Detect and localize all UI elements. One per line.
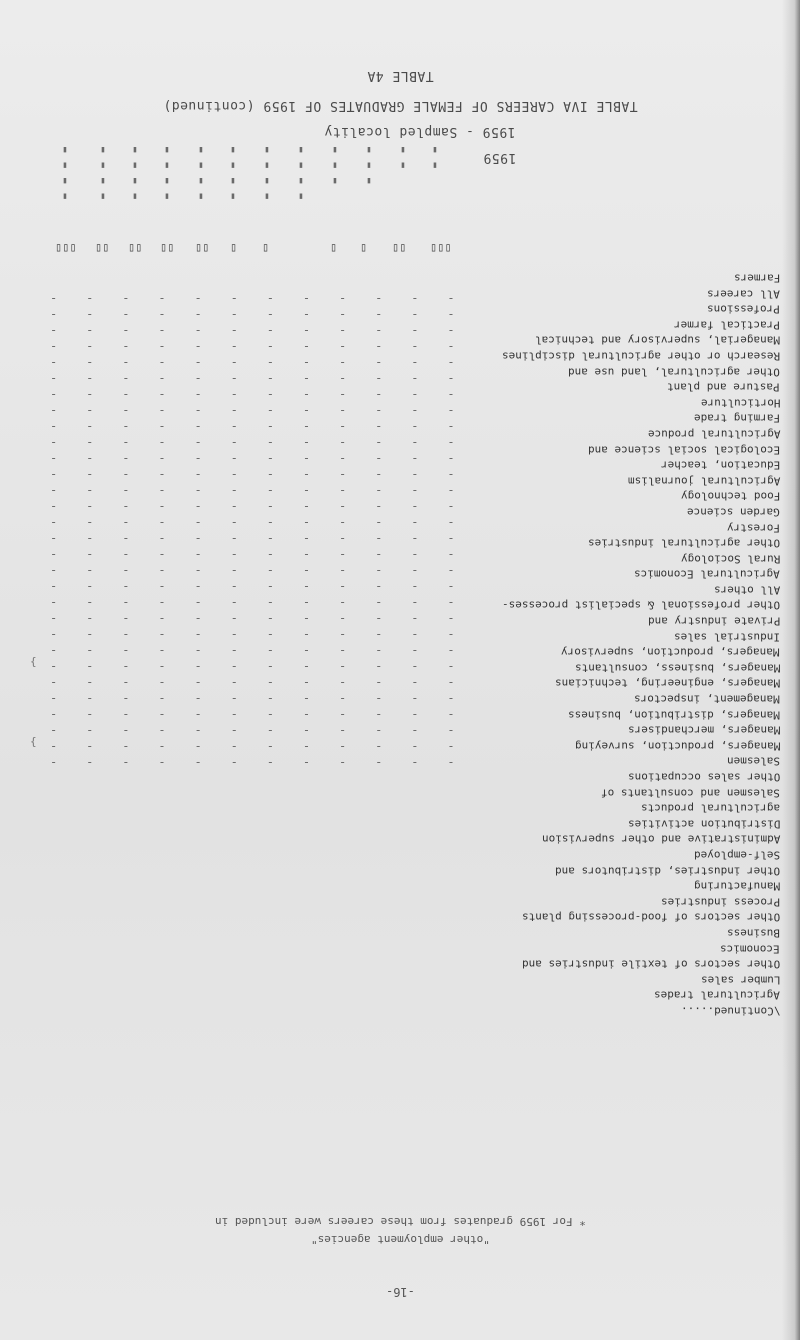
bracket: { — [30, 735, 37, 748]
row-label: Research or other agricultural disciplines — [501, 349, 780, 363]
table-row: - - - - - - - - - - - - — [50, 643, 462, 657]
row-label: Ecological social science and — [587, 443, 780, 457]
row-label: Private industry and — [647, 614, 780, 628]
table-row: - - - - - - - - - - - - — [50, 723, 462, 737]
table-row: - - - - - - - - - - - - — [50, 355, 462, 369]
column-total: ▯▯ — [128, 240, 143, 254]
table-row: - - - - - - - - - - - - — [50, 307, 462, 321]
table-row: - - - - - - - - - - - - — [50, 755, 462, 769]
row-label: All careers — [707, 287, 780, 301]
row-label: Pasture and plant — [667, 380, 780, 394]
column-total: ▯▯▯ — [430, 240, 452, 254]
row-label: Rural Sociology — [680, 552, 780, 566]
column-header: ▮ ▮ ▮ ▮ — [262, 145, 272, 202]
row-label: \Continued..... — [680, 1004, 780, 1018]
column-header: ▮ ▮ ▮ ▮ — [162, 145, 172, 202]
table-body — [50, 290, 462, 770]
column-total: ▯▯▯ — [55, 240, 77, 254]
table-row: - - - - - - - - - - - - — [50, 467, 462, 481]
row-label: Managers, engineering, technicians — [554, 677, 780, 691]
table-row: - - - - - - - - - - - - — [50, 387, 462, 401]
header-line-2: TABLE IVA CAREERS OF FEMALE GRADUATES OF 1959 (continued) — [162, 98, 638, 113]
row-label: Other sectors of textile industries and — [521, 957, 780, 971]
row-label: Managers, production, surveying — [574, 739, 780, 753]
row-label: Other sectors of food-processing plants — [521, 910, 780, 924]
row-label: Process industries — [660, 895, 780, 909]
row-label: Salesmen — [727, 755, 780, 768]
row-label: Management, inspectors — [634, 692, 780, 706]
page-number: -16- — [385, 1285, 415, 1299]
page-edge-shadow — [782, 0, 800, 1340]
column-total: ▯ — [360, 240, 368, 254]
row-label: Other industries, distributors and — [554, 864, 780, 878]
column-total: ▯▯ — [392, 240, 407, 254]
row-label: agricultural products — [640, 801, 780, 815]
header-line-3: 1959 - Sampled locality — [324, 124, 516, 139]
column-header: ▮ ▮ ▮ ▮ — [228, 145, 238, 202]
column-header: ▮ ▮ ▮ — [364, 145, 374, 186]
footnote: * For 1959 graduates from these careers were included in "other employment agencies" — [214, 1215, 586, 1246]
row-label: Other agricultural industries — [587, 536, 780, 550]
table-row: - - - - - - - - - - - - — [50, 627, 462, 641]
row-label: Salesmen and consultants of — [601, 786, 780, 800]
table-row: - - - - - - - - - - - - — [50, 435, 462, 449]
row-label: Other sales occupations — [627, 770, 780, 784]
table-row: - - - - - - - - - - - - — [50, 659, 462, 673]
table-row: - - - - - - - - - - - - — [50, 691, 462, 705]
column-header: ▮ ▮ — [398, 145, 408, 171]
column-header: ▮ ▮ ▮ ▮ — [98, 145, 108, 202]
row-label: Economics — [720, 942, 780, 956]
row-label: Managers, merchandisers — [627, 723, 780, 737]
row-label: Agricultural Economics — [634, 567, 780, 581]
table-row: - - - - - - - - - - - - — [50, 515, 462, 529]
table-row: - - - - - - - - - - - - — [50, 707, 462, 721]
table-row: - - - - - - - - - - - - — [50, 675, 462, 689]
column-header: ▮ ▮ ▮ — [330, 145, 340, 186]
row-label: Industrial sales — [674, 630, 780, 644]
row-label: Forestry — [727, 521, 780, 535]
column-total: ▯ — [262, 240, 270, 254]
header-line-4: 1959 — [483, 150, 517, 165]
column-total: ▯ — [230, 240, 238, 254]
column-header: ▮ ▮ ▮ ▮ — [196, 145, 206, 202]
row-label: Horticulture — [700, 396, 780, 410]
row-label: Business — [727, 926, 780, 940]
table-row: - - - - - - - - - - - - — [50, 547, 462, 561]
row-label: Manufacturing — [693, 879, 780, 893]
row-label: Agricultural produce — [647, 427, 780, 441]
table-row: - - - - - - - - - - - - — [50, 323, 462, 337]
row-labels — [470, 270, 780, 1019]
header-line-1: TABLE 4A — [366, 68, 434, 83]
column-header: ▮ ▮ ▮ ▮ — [296, 145, 306, 202]
row-label: Farmers — [733, 271, 780, 285]
table-row: - - - - - - - - - - - - — [50, 371, 462, 385]
row-label: All others — [713, 583, 780, 597]
column-header: ▮ ▮ — [430, 145, 440, 171]
row-label: Self-employed — [693, 848, 780, 862]
row-label: Agricultural journalism — [627, 474, 780, 488]
table-row: - - - - - - - - - - - - — [50, 291, 462, 305]
row-label: Managers, business, consultants — [574, 661, 780, 675]
table-row: - - - - - - - - - - - - — [50, 611, 462, 625]
row-label: Administrative and other supervision — [541, 832, 780, 846]
row-label: Other professional & specialist processes- — [501, 599, 780, 613]
row-label: Lumber sales — [700, 973, 780, 987]
row-label: Managers, distribution, business — [568, 708, 780, 722]
row-label: Other agricultural, land use and — [568, 365, 780, 379]
row-label: Managerial, supervisory and technical — [534, 333, 780, 347]
column-total: ▯▯ — [160, 240, 175, 254]
row-label: Farming trade — [693, 411, 780, 425]
column-header: ▮ ▮ ▮ ▮ — [60, 145, 70, 202]
row-label: Agricultural trades — [654, 988, 780, 1002]
table-row: - - - - - - - - - - - - — [50, 419, 462, 433]
row-label: Education, teacher — [660, 458, 780, 472]
row-label: Garden science — [687, 505, 780, 519]
table-row: - - - - - - - - - - - - — [50, 499, 462, 513]
row-label: Food technology — [680, 489, 780, 503]
bracket: { — [30, 655, 37, 668]
table-row: - - - - - - - - - - - - — [50, 403, 462, 417]
row-label: Practical farmer — [674, 318, 780, 332]
column-header: ▮ ▮ ▮ ▮ — [130, 145, 140, 202]
column-total: ▯ — [330, 240, 338, 254]
row-label: Distribution activities — [627, 817, 780, 831]
row-label: Professions — [707, 302, 780, 316]
table-row: - - - - - - - - - - - - — [50, 739, 462, 753]
column-total: ▯▯ — [195, 240, 210, 254]
table-row: - - - - - - - - - - - - — [50, 339, 462, 353]
row-label: Managers, production, supervisory — [561, 645, 780, 659]
table-row: - - - - - - - - - - - - — [50, 563, 462, 577]
table-row: - - - - - - - - - - - - — [50, 595, 462, 609]
table-row: - - - - - - - - - - - - — [50, 579, 462, 593]
column-total: ▯▯ — [95, 240, 110, 254]
table-row: - - - - - - - - - - - - — [50, 451, 462, 465]
table-row: - - - - - - - - - - - - — [50, 483, 462, 497]
table-row: - - - - - - - - - - - - — [50, 531, 462, 545]
